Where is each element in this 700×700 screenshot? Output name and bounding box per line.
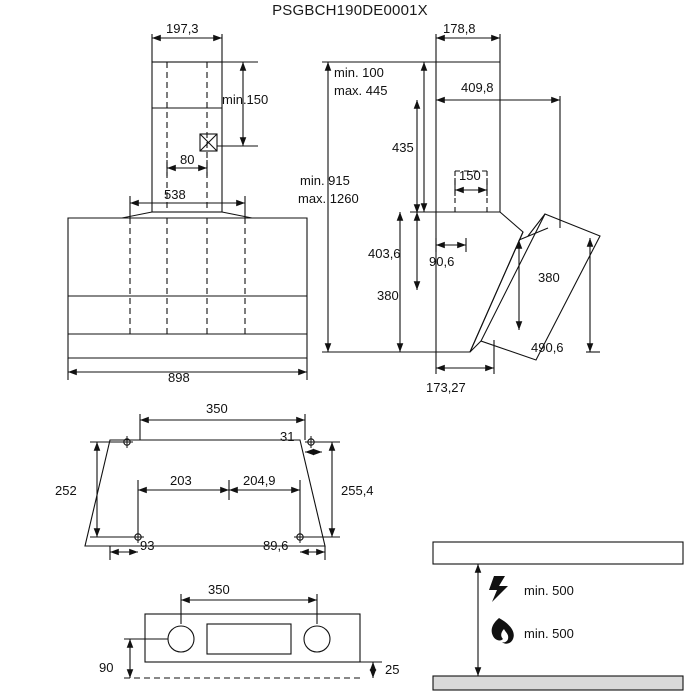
- dim-bottom-25: 25: [385, 662, 400, 677]
- dim-side-min915: min. 915: [300, 173, 350, 188]
- lightning-bolt-icon: [489, 576, 508, 602]
- dim-side-435: 435: [392, 140, 414, 155]
- dim-bottom-350: 350: [208, 582, 230, 597]
- dim-front-80: 80: [180, 152, 195, 167]
- dim-side-90-6: 90,6: [429, 254, 455, 269]
- dim-front-197-3: 197,3: [166, 21, 199, 36]
- dim-side-490-6: 490,6: [531, 340, 564, 355]
- dim-side-380-left: 380: [377, 288, 399, 303]
- dim-mount-31: 31: [280, 429, 295, 444]
- dim-side-173-27: 173,27: [426, 380, 466, 395]
- dim-side-max1260: max. 1260: [298, 191, 359, 206]
- flame-icon: [492, 618, 514, 644]
- dim-bottom-90: 90: [99, 660, 114, 675]
- dim-side-min100: min. 100: [334, 65, 384, 80]
- dim-side-178-8: 178,8: [443, 21, 476, 36]
- dim-side-150: 150: [459, 168, 481, 183]
- dim-side-409-8: 409,8: [461, 80, 494, 95]
- dim-mount-252: 252: [55, 483, 77, 498]
- dim-mount-204-9: 204,9: [243, 473, 276, 488]
- clearance-icons: [489, 576, 514, 644]
- page-title: PSGBCH190DE0001X: [272, 2, 428, 19]
- dim-mount-350: 350: [206, 401, 228, 416]
- dim-mount-93: 93: [140, 538, 155, 553]
- clearance-electric-label: min. 500: [524, 583, 574, 598]
- dim-mount-255-4: 255,4: [341, 483, 374, 498]
- dim-mount-89-6: 89,6: [263, 538, 289, 553]
- dim-mount-203: 203: [170, 473, 192, 488]
- dim-side-max445: max. 445: [334, 83, 388, 98]
- clearance-gas-label: min. 500: [524, 626, 574, 641]
- dim-front-898: 898: [168, 370, 190, 385]
- dim-side-380-glass: 380: [538, 270, 560, 285]
- dim-side-403-6: 403,6: [368, 246, 401, 261]
- dim-front-538: 538: [164, 187, 186, 202]
- dim-front-min150: min.150: [222, 92, 269, 107]
